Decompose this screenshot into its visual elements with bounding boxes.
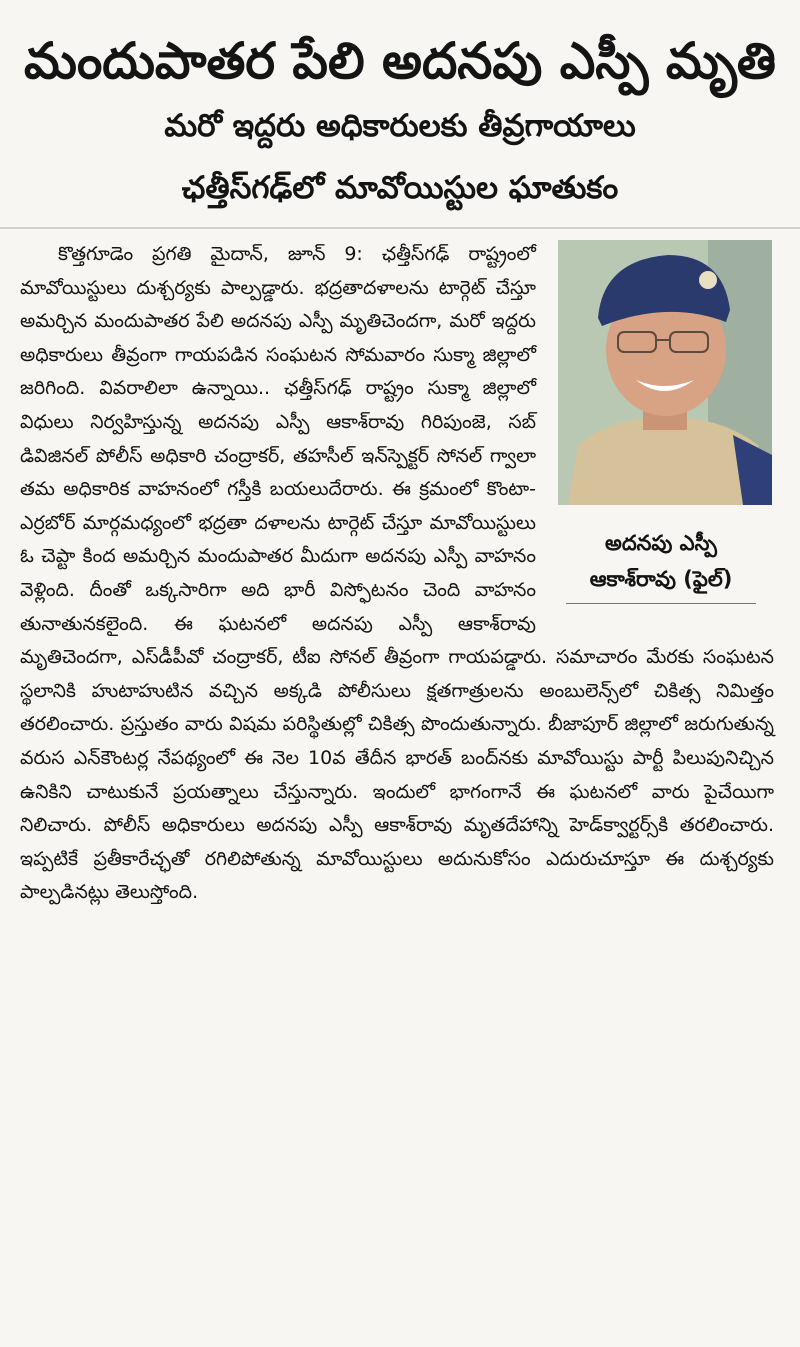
- caption-line-1: అదనపు ఎస్పీ: [605, 531, 717, 555]
- officer-portrait-icon: [558, 240, 772, 505]
- subheadline-2: ఛత్తీస్‌గఢ్‌లో మావోయిస్టుల ఘాతుకం: [181, 170, 619, 206]
- divider: [0, 227, 800, 229]
- photo-caption: [548, 525, 774, 604]
- caption-line-2: ఆకాశ్‌రావు (ఫైల్): [589, 567, 733, 591]
- article: [20, 238, 774, 910]
- caption-rule: [566, 603, 756, 604]
- officer-photo: [558, 240, 772, 505]
- headline: మందుపాతర పేలి అదనపు ఎస్పీ మృతి: [24, 32, 776, 90]
- subheadline-1: మరో ఇద్దరు అధికారులకు తీవ్రగాయాలు: [164, 108, 636, 144]
- article-body: కొత్తగూడెం ప్రగతి మైదాన్, జూన్ 9: ఛత్తీస్‌గఢ్ రాష్ట్రంలో మావోయిస్టులు దుశ్చర్యకు పాల్పడ్డారు. భద్రతాదళాలను టార్గెట్ చేస్తూ అమర్చిన మందుపాతర పేలి అదనపు ఎస్పీ మృతిచెందగా, మరో ఇద్దరు అధికారులు తీవ్రంగా గాయపడిన సంఘటన సోమవారం సుక్మా జిల్లాలో జరిగింది. వివరాలిలా ఉన్నాయి.. ఛత్తీస్‌గఢ్ రాష్ట్రం సుక్మా జిల్లాలో విధులు నిర్వహిస్తున్న అదనపు ఎస్పీ ఆకాశ్‌రావు గిరిపుంజె, సబ్ డివిజినల్ పోలీస్ అధికారి చంద్రాకర్, తహసీల్ ఇన్‌స్పెక్టర్ సోనల్ గ్వాలా తమ అధికారిక వాహనంలో గస్తీకి బయలుదేరారు. ఈ క్రమంలో కొంటా-ఎర్రబోర్ మార్గమధ్యంలో భద్రతా దళాలను టార్గెట్ చేస్తూ మావోయిస్టులు ఓ చెప్టా కింద అమర్చిన మందుపాతర మీదుగా అదనపు ఎస్పీ వాహనం వెళ్లింది. దీంతో ఒక్కసారిగా అది భారీ విస్ఫోటనం చెంది వాహనం తునాతునకలైంది. ఈ ఘటనలో అదనపు ఎస్పీ ఆకాశ్‌రావు మృతిచెందగా, ఎస్‌డీపీవో చంద్రాకర్, టీఐ సోనల్ తీవ్రంగా గాయపడ్డారు. సమాచారం మేరకు సంఘటన స్థలానికి హుటాహుటిన వచ్చిన అక్కడి పోలీసులు క్షతగాత్రులను అంబులెన్స్‌లో చికిత్స నిమిత్తం తరలించారు. ప్రస్తుతం వారు విషమ పరిస్థితుల్లో చికిత్స పొందుతున్నారు. బీజాపూర్ జిల్లాలో జరుగుతున్న వరుస ఎన్‌కౌంటర్ల నేపథ్యంలో ఈ నెల 10వ తేదీన భారత్ బంద్‌నకు మావోయిస్టు పార్టీ పిలుపునిచ్చిన ఉనికిని చాటుకునే ప్రయత్నాలు చేస్తున్నారు. ఇందులో భాగంగానే ఈ ఘటనలో వారు పైచేయిగా నిలిచారు. పోలీస్ అధికారులు అదనపు ఎస్పీ ఆకాశ్‌రావు మృతదేహాన్ని హెడ్‌క్వార్టర్స్‌కి తరలించారు. ఇప్పటికే ప్రతీకారేచ్ఛతో రగిలిపోతున్న మావోయిస్టులు అదునుకోసం ఎదురుచూస్తూ ఈ దుశ్చర్యకు పాల్పడినట్లు తెలుస్తోంది.: [20, 243, 774, 904]
- photo-block: [548, 240, 774, 602]
